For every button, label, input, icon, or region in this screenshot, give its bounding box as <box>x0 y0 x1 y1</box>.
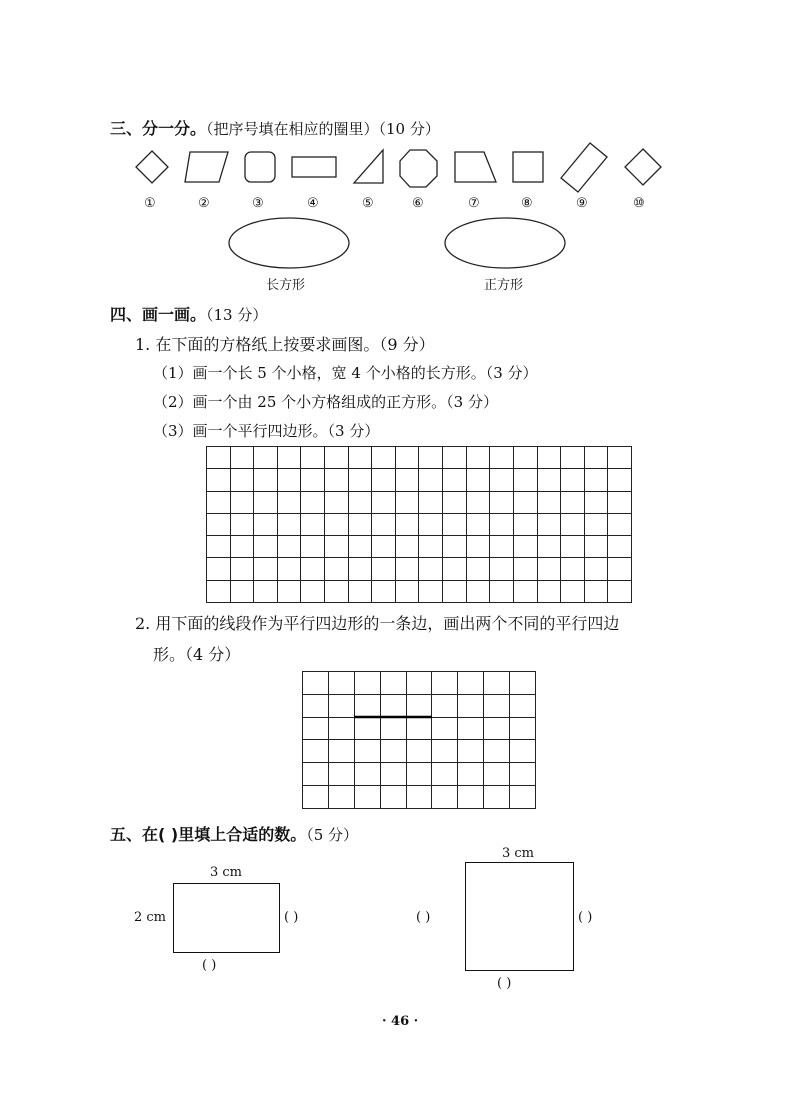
question-2-line-1: 2. 用下面的线段作为平行四边形的一条边，画出两个不同的平行四边 <box>135 614 620 633</box>
square-figure <box>465 862 574 971</box>
shape-number-10: ⑩ <box>633 196 645 211</box>
square-top-label: 3 cm <box>502 846 535 861</box>
section4-note: （13 分） <box>206 306 268 324</box>
square-bottom-blank[interactable]: ( ) <box>497 976 512 991</box>
section5-heading <box>110 822 358 845</box>
section3-note: （把序号填在相应的圈里）（10 分） <box>206 120 440 138</box>
shape-number-2: ② <box>198 196 210 211</box>
rect-right-blank[interactable]: ( ) <box>284 910 299 925</box>
section4-title: 四、画一画。 <box>110 305 207 324</box>
page-number: · 46 · <box>382 1014 419 1029</box>
rect-figure <box>173 883 280 953</box>
rect-left-label: 2 cm <box>134 910 167 925</box>
question-1-item-2: （2）画一个由 25 个小方格组成的正方形。（3 分） <box>153 393 498 411</box>
question-1-item-1: （1）画一个长 5 个小格，宽 4 个小格的长方形。（3 分） <box>153 364 538 382</box>
shape-number-4: ④ <box>307 196 319 211</box>
rect-bottom-blank[interactable]: ( ) <box>202 958 217 973</box>
question-2-line-2: 形。（4 分） <box>153 645 241 664</box>
section3-title: 三、分一分。 <box>110 119 207 138</box>
question-1: 1. 在下面的方格纸上按要求画图。（9 分） <box>135 335 435 354</box>
section5-note: （5 分） <box>306 826 359 844</box>
shape-number-7: ⑦ <box>468 196 480 211</box>
shape-number-8: ⑧ <box>521 196 533 211</box>
square-right-blank[interactable]: ( ) <box>578 910 593 925</box>
rect-top-label: 3 cm <box>210 865 243 880</box>
shape-number-1: ① <box>144 196 156 211</box>
shape-number-5: ⑤ <box>362 196 374 211</box>
question-1-item-3: （3）画一个平行四边形。（3 分） <box>153 422 380 440</box>
ellipse-label-square: 正方形 <box>484 278 524 293</box>
shape-number-6: ⑥ <box>412 196 424 211</box>
ellipse-label-rectangle: 长方形 <box>266 278 306 293</box>
shape-number-9: ⑨ <box>576 196 588 211</box>
shape-number-3: ③ <box>252 196 264 211</box>
square-left-blank[interactable]: ( ) <box>416 910 431 925</box>
section5-title: 五、在( )里填上合适的数。 <box>110 825 307 844</box>
